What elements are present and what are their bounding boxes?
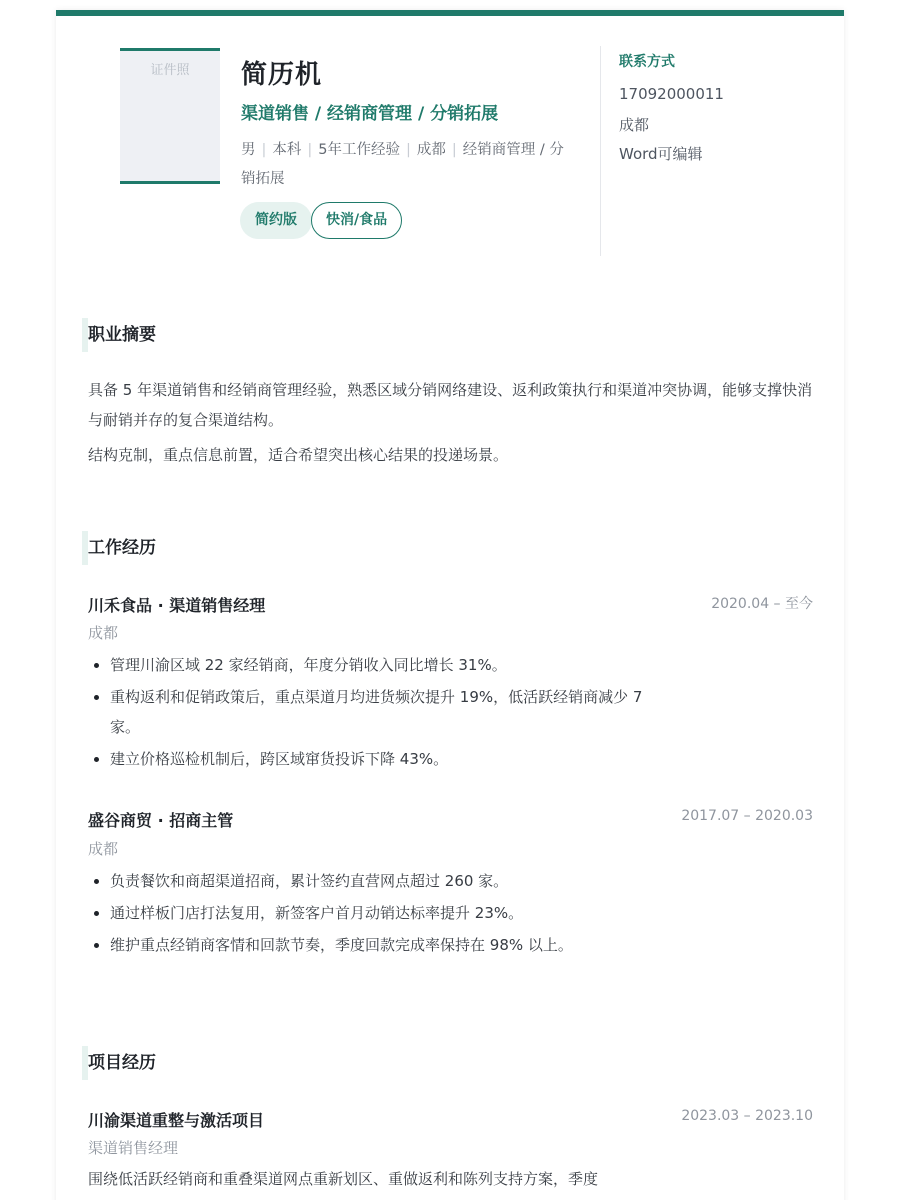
contact-title: 联系方式 — [619, 54, 675, 70]
id-photo-placeholder — [120, 48, 220, 184]
job-2-title: 盛谷商贸 · 招商主管 — [88, 811, 234, 830]
list-item: 管理川渝区域 22 家经销商，年度分销收入同比增长 31%。 — [88, 650, 658, 680]
list-item: 通过样板门店打法复用，新签客户首月动销达标率提升 23%。 — [88, 898, 658, 928]
section-work-title — [82, 531, 156, 565]
candidate-name: 简历机 — [241, 60, 323, 90]
section-projects-title — [82, 1046, 156, 1080]
job-1-date: 2020.04 – 至今 — [711, 596, 813, 612]
contact-phone: 17092000011 — [619, 85, 724, 103]
job-2-date: 2017.07 – 2020.03 — [681, 808, 813, 824]
header-divider — [600, 46, 601, 256]
list-item: 建立价格巡检机制后，跨区域窜货投诉下降 43%。 — [88, 744, 658, 774]
contact-city: 成都 — [619, 116, 650, 134]
section-summary-title — [82, 318, 156, 352]
job-1-bullets — [88, 650, 658, 776]
job-headline: 渠道销售 / 经销商管理 / 分销拓展 — [241, 104, 499, 124]
meta-item: 成都 — [416, 142, 446, 158]
meta-separator: | — [451, 142, 457, 158]
project-1-date: 2023.03 – 2023.10 — [681, 1108, 813, 1124]
contact-note: Word可编辑 — [619, 145, 703, 163]
section-title-text: 职业摘要 — [88, 325, 156, 345]
meta-item: 经销商管理 / 分销拓展 — [241, 142, 564, 187]
tag-industry: 快消/食品 — [311, 202, 402, 239]
section-title-text: 项目经历 — [88, 1053, 156, 1073]
meta-item: 本科 — [272, 142, 302, 158]
section-title-text: 工作经历 — [88, 538, 156, 558]
list-item: 维护重点经销商客情和回款节奏，季度回款完成率保持在 98% 以上。 — [88, 930, 658, 960]
project-1-title: 川渝渠道重整与激活项目 — [88, 1111, 265, 1130]
top-accent-bar — [56, 10, 844, 16]
meta-item: 男 — [241, 142, 256, 158]
meta-item: 5年工作经验 — [318, 142, 401, 158]
basic-info — [241, 136, 571, 194]
meta-separator: | — [406, 142, 411, 158]
job-2-bullets — [88, 866, 658, 962]
list-item: 负责餐饮和商超渠道招商，累计签约直营网点超过 260 家。 — [88, 866, 658, 896]
summary-paragraph-2: 结构克制，重点信息前置，适合希望突出核心结果的投递场景。 — [88, 446, 509, 464]
tag-style: 简约版 — [240, 202, 312, 239]
job-1-location: 成都 — [88, 624, 119, 642]
job-1-title: 川禾食品 · 渠道销售经理 — [88, 596, 266, 615]
photo-label: 证件照 — [150, 63, 190, 78]
project-1-role: 渠道销售经理 — [88, 1139, 179, 1157]
summary-paragraph-1: 具备 5 年渠道销售和经销商管理经验，熟悉区域分销网络建设、返利政策执行和渠道冲突协调，能够支撑快消与耐销并存的复合渠道结构。 — [88, 381, 813, 429]
section-marker — [82, 1046, 88, 1080]
meta-separator: | — [307, 142, 313, 158]
meta-separator: | — [261, 142, 267, 158]
section-marker — [82, 318, 88, 352]
job-2-location: 成都 — [88, 840, 119, 858]
project-1-description: 围绕低活跃经销商和重叠渠道网点重新划区、重做返利和陈列支持方案，季度 — [88, 1170, 599, 1188]
section-marker — [82, 531, 88, 565]
list-item: 重构返利和促销政策后，重点渠道月均进货频次提升 19%，低活跃经销商减少 7 家。 — [88, 682, 658, 742]
